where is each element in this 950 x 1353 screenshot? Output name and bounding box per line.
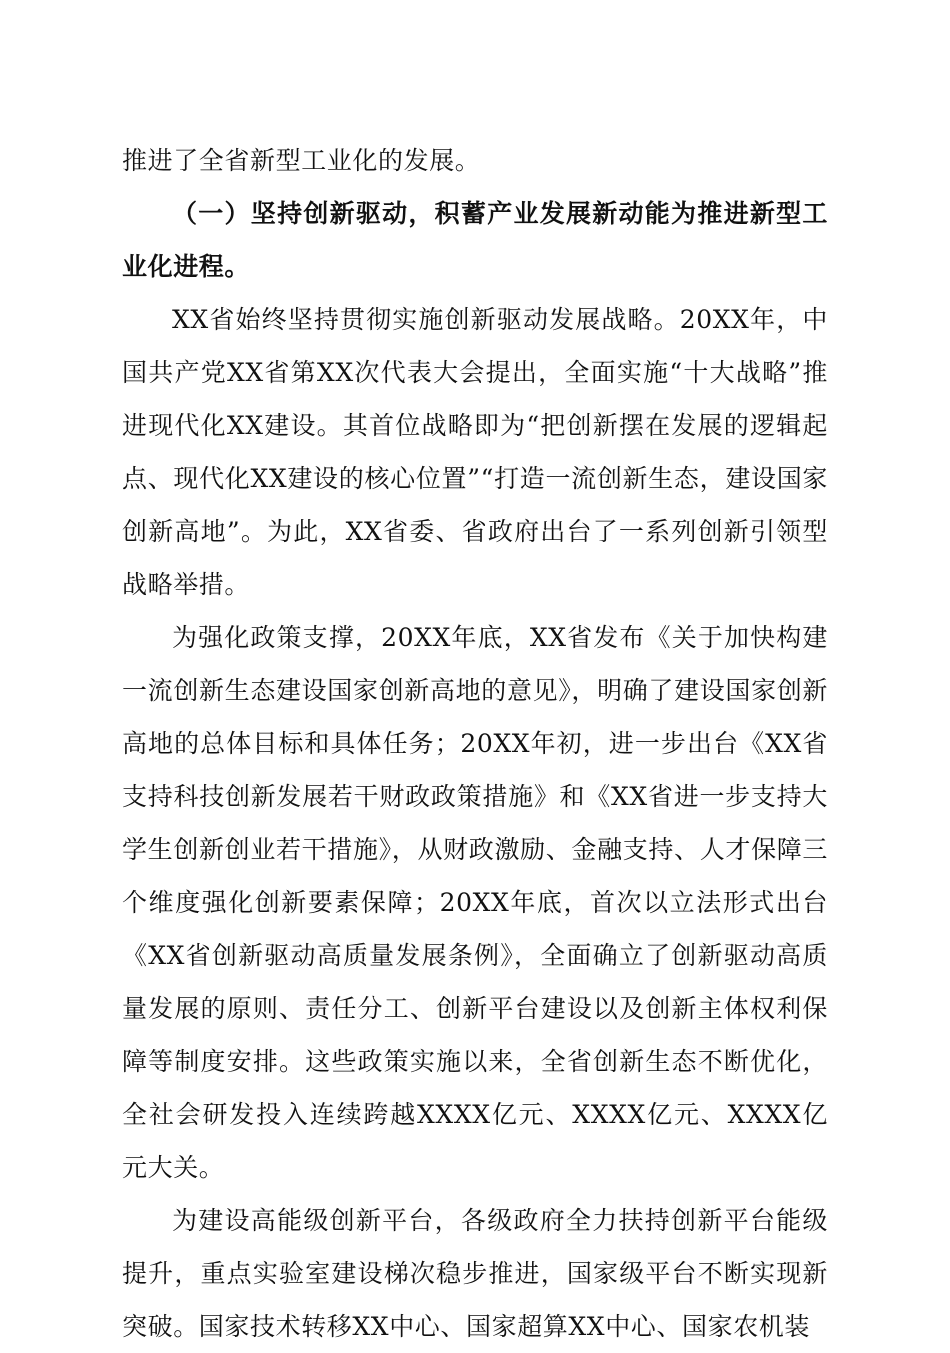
- paragraph-policy-support: 为强化政策支撑，20XX年底，XX省发布《关于加快构建一流创新生态建设国家创新高地的意见》，明确了建设国家创新高地的总体目标和具体任务；20XX年初，进一步出台《XX省支持科技创新发展若干财政政策措施》和《XX省进一步支持大学生创新创业若干措施》，从财政激励、金融支持、人才保障三个维度强化创新要素保障；20XX年底，首次以立法形式出台《XX省创新驱动高质量发展条例》，全面确立了创新驱动高质量发展的原则、责任分工、创新平台建设以及创新主体权利保障等制度安排。这些政策实施以来，全省创新生态不断优化，全社会研发投入连续跨越XXXX亿元、XXXX亿元、XXXX亿元大关。: [122, 623, 828, 1182]
- paragraph-innovation-strategy: XX省始终坚持贯彻实施创新驱动发展战略。20XX年，中国共产党XX省第XX次代表大会提出，全面实施“十大战略”推进现代化XX建设。其首位战略即为“把创新摆在发展的逻辑起点、现代化XX建设的核心位置”“打造一流创新生态，建设国家创新高地”。为此，XX省委、省政府出台了一系列创新引领型战略举措。: [122, 305, 828, 599]
- document-body: [122, 134, 828, 1353]
- paragraph-continuation: 推进了全省新型工业化的发展。: [122, 146, 481, 175]
- paragraph-innovation-platforms: 为建设高能级创新平台，各级政府全力扶持创新平台能级提升，重点实验室建设梯次稳步推进，国家级平台不断实现新突破。国家技术转移XX中心、国家超算XX中心、国家农机装: [122, 1206, 828, 1341]
- section-heading: （一）坚持创新驱动，积蓄产业发展新动能为推进新型工业化进程。: [122, 199, 828, 281]
